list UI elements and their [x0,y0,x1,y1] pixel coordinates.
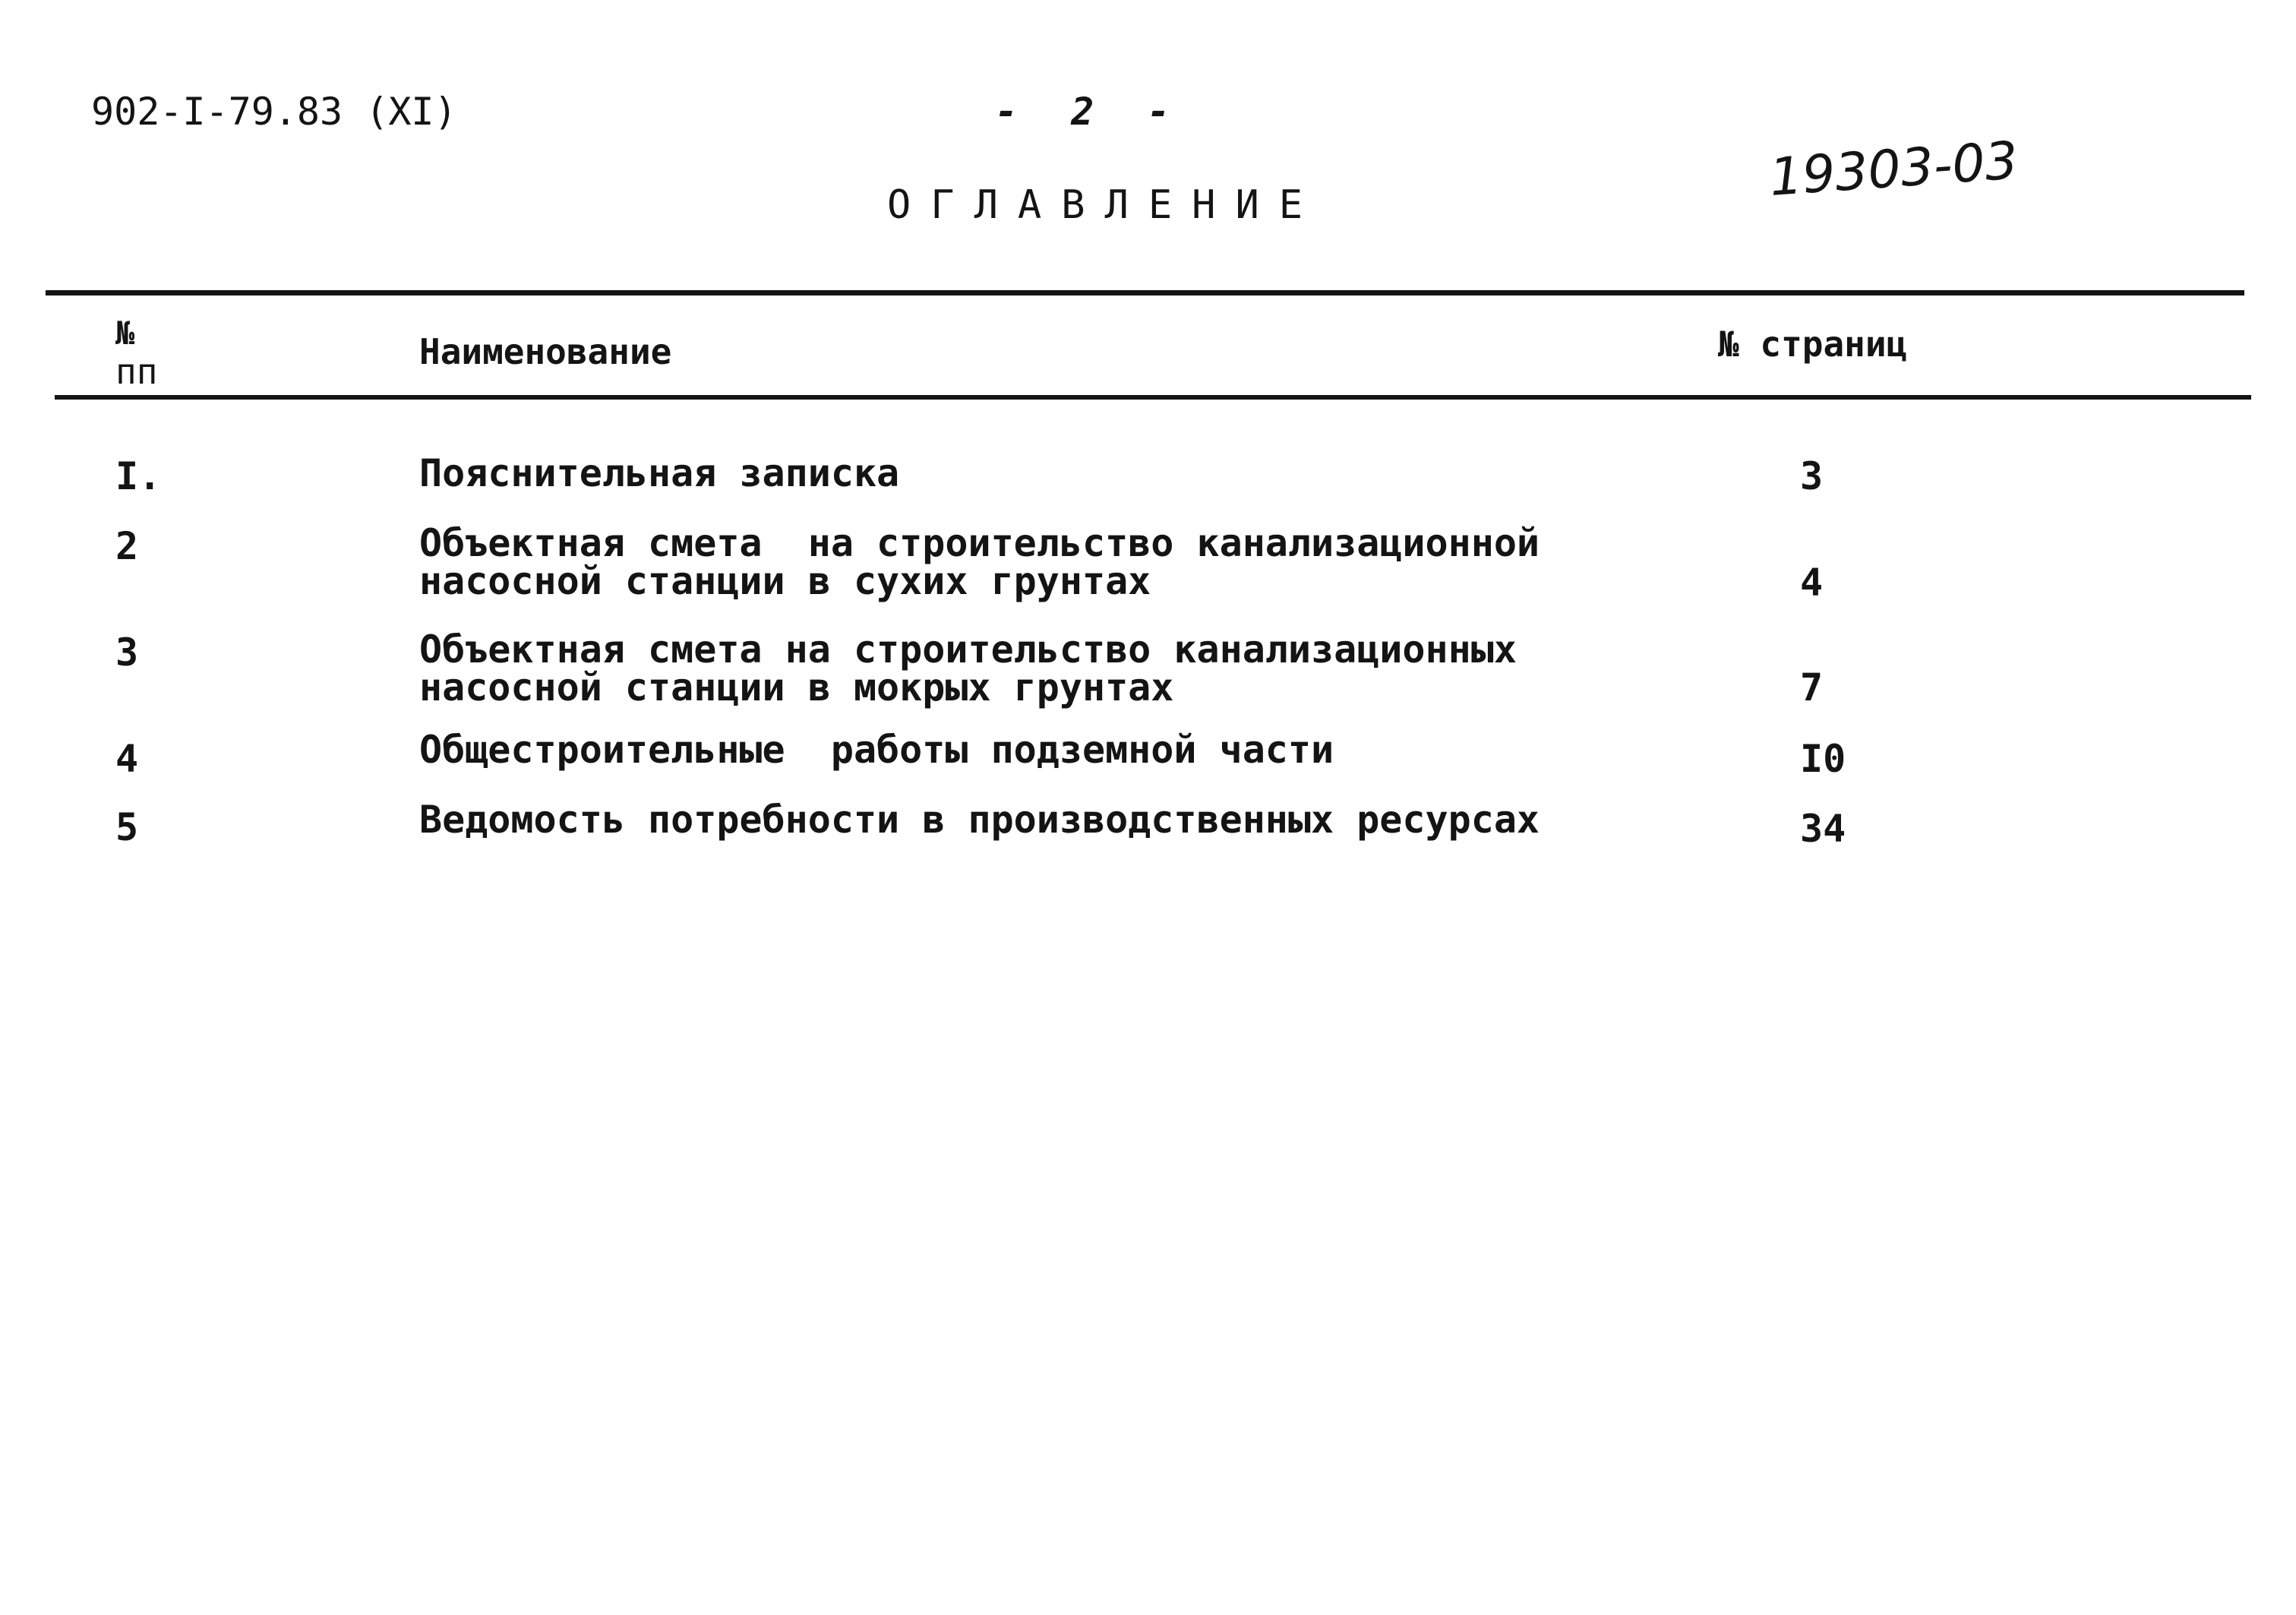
row-page: 3 [1800,454,1824,498]
row-number: 4 [115,737,139,781]
table-top-rule [46,290,2244,296]
row-page: I0 [1800,737,1846,781]
page-title: ОГЛАВЛЕНИЕ [887,182,1323,228]
document-code: 902-I-79.83 (XI) [91,90,457,134]
row-page: 34 [1800,807,1846,851]
row-number: 5 [115,805,139,849]
row-name: Ведомость потребности в производственных ресурсах [419,798,1540,842]
row-number: 3 [115,631,139,675]
row-page: 4 [1800,561,1824,605]
column-header-number-symbol: № [115,314,135,352]
row-name: Общестроительные работы подземной части [419,728,1334,772]
column-header-name: Наименование [419,331,672,372]
column-header-number-label: пп [115,351,158,392]
row-number: I. [115,454,162,498]
page-number: - 2 - [995,90,1186,134]
column-header-pages: № страниц [1718,324,1908,365]
row-page: 7 [1800,665,1824,710]
handwritten-registration-number: 19303-03 [1767,131,2020,208]
row-name: Пояснительная записка [419,451,900,495]
row-name: Объектная смета на строительство канализационной насосной станции в сухих грунтах [419,521,1540,603]
table-header-rule [55,395,2251,400]
row-name: Объектная смета на строительство канализационных насосной станции в мокрых грунтах [419,627,1517,710]
row-number: 2 [115,524,139,568]
